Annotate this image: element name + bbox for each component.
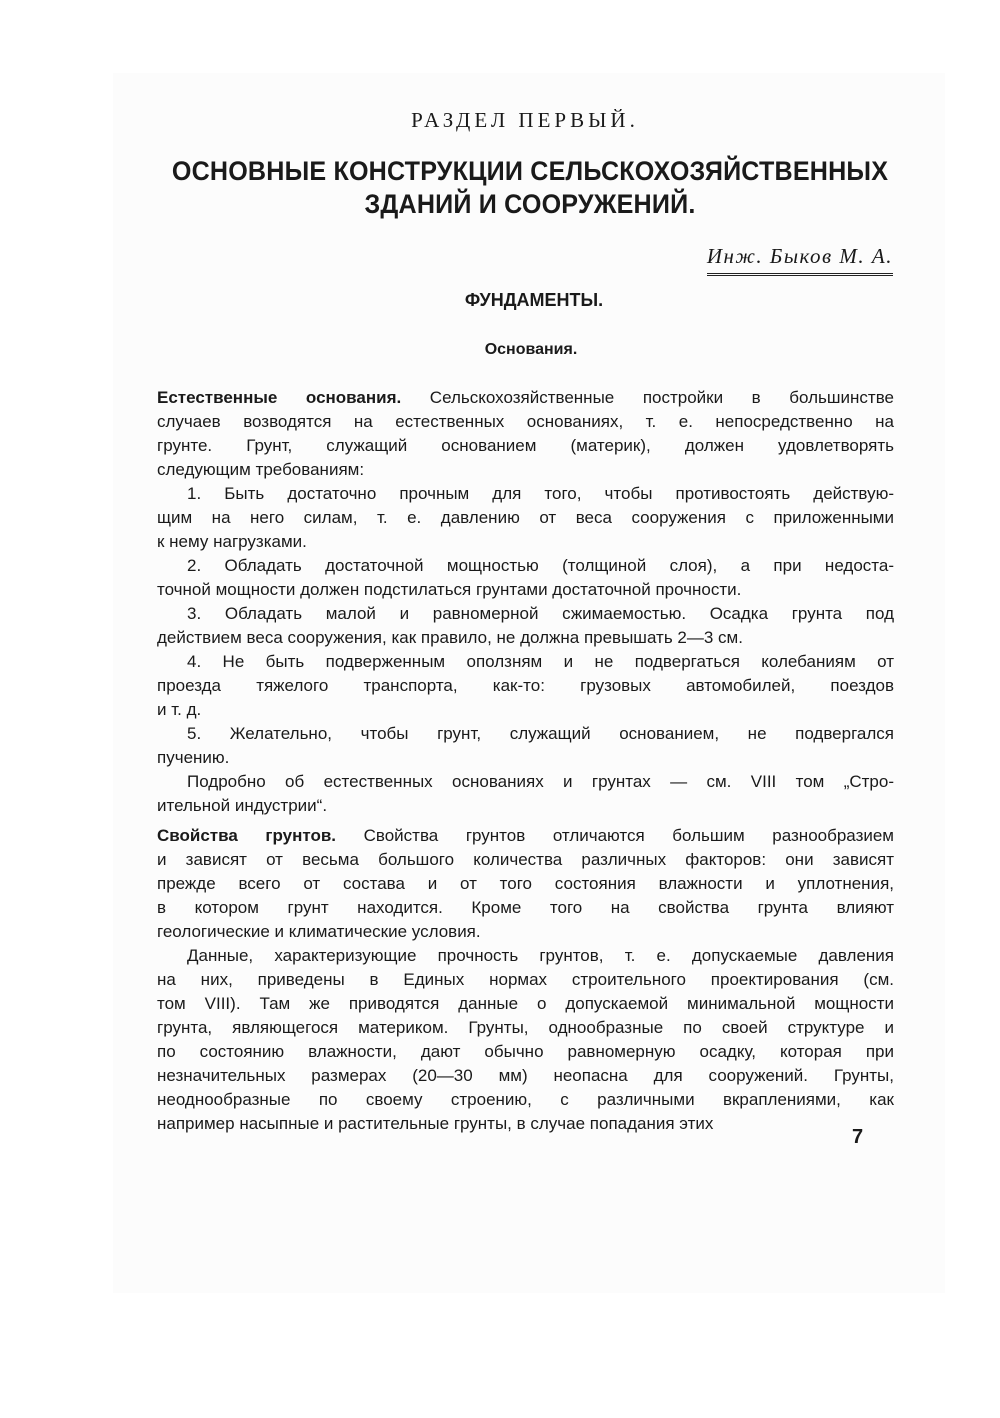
page-number: 7 [852, 1126, 864, 1148]
line-text: следующим требованиям: [157, 460, 365, 479]
text-line [157, 410, 894, 434]
text-line [157, 674, 894, 698]
text-line [157, 434, 894, 458]
line-text: Свойства грунтов отличаются большим разнообразием [336, 826, 894, 845]
paragraph [157, 386, 894, 482]
section-heading: РАЗДЕЛ ПЕРВЫЙ. [411, 108, 639, 132]
body-text [157, 386, 894, 1136]
line-text: точной мощности должен подстилаться грунтами достаточной прочности. [157, 580, 742, 599]
line-text: 4. Не быть подверженным оползням и не подвергаться колебаниям от [187, 652, 894, 671]
line-text: Сельскохозяйственные постройки в большинстве [401, 388, 894, 407]
chapter-heading: ФУНДАМЕНТЫ. [464, 290, 604, 310]
line-text: грунта, являющегося материком. Грунты, однообразные по своей структуре и [157, 1018, 894, 1037]
paragraph [157, 770, 894, 818]
line-text: геологические и климатические условия. [157, 922, 481, 941]
text-line [157, 722, 894, 746]
line-text: щим на него силам, т. е. давлению от веса сооружения с приложенными [157, 508, 894, 527]
line-text: 3. Обладать малой и равномерной сжимаемостью. Осадка грунта под [187, 604, 894, 623]
text-line [157, 626, 894, 650]
line-text: и т. д. [157, 700, 202, 719]
subchapter-heading: Основания. [484, 341, 578, 358]
text-line [157, 386, 894, 410]
text-line [157, 944, 894, 968]
text-line [157, 698, 894, 722]
line-text: Подробно об естественных основаниях и грунтах — см. VIII том „Стро- [187, 772, 894, 791]
line-text: например насыпные и растительные грунты, в случае попадания этих [157, 1114, 714, 1133]
paragraph-lead: Свойства грунтов. [157, 826, 337, 845]
line-text: действием веса сооружения, как правило, не должна превышать 2—3 см. [157, 628, 743, 647]
title-line-1: ОСНОВНЫЕ КОНСТРУКЦИИ СЕЛЬСКОХОЗЯЙСТВЕННЫХ [171, 156, 889, 186]
text-line [157, 1088, 894, 1112]
text-line [157, 896, 894, 920]
line-text: по состоянию влажности, дают обычно равномерную осадку, которая при [157, 1042, 894, 1061]
text-line [157, 506, 894, 530]
title-line-2: ЗДАНИЙ И СООРУЖЕНИЙ. [364, 189, 696, 219]
line-text: пучению. [157, 748, 230, 767]
paragraph [157, 722, 894, 770]
line-text: неоднообразные по своему строению, с различными вкраплениями, как [157, 1090, 894, 1109]
line-text: Данные, характеризующие прочность грунтов, т. е. допускаемые давления [187, 946, 894, 965]
line-text: грунте. Грунт, служащий основанием (материк), должен удовлетворять [157, 436, 894, 455]
line-text: том VIII). Там же приводятся данные о допускаемой минимальной мощности [157, 994, 894, 1013]
line-text: случаев возводятся на естественных основаниях, т. е. непосредственно на [157, 412, 894, 431]
paragraph [157, 824, 894, 944]
text-line [157, 920, 894, 944]
text-line [157, 602, 894, 626]
text-line [157, 824, 894, 848]
text-line [157, 848, 894, 872]
paragraph [157, 602, 894, 650]
text-line [157, 992, 894, 1016]
line-text: незначительных размерах (20—30 мм) неопасна для сооружений. Грунты, [157, 1066, 894, 1085]
paragraph [157, 482, 894, 554]
text-line [157, 482, 894, 506]
text-line [157, 968, 894, 992]
text-line [157, 872, 894, 896]
text-line [157, 1016, 894, 1040]
author: Инж. Быков М. А. [707, 244, 893, 276]
text-line [157, 458, 894, 482]
paragraph-lead: Естественные основания. [157, 388, 402, 407]
line-text: 2. Обладать достаточной мощностью (толщиной слоя), а при недоста- [187, 556, 894, 575]
text-line [157, 746, 894, 770]
text-line [157, 1040, 894, 1064]
paragraph [157, 650, 894, 722]
line-text: к нему нагрузками. [157, 532, 307, 551]
line-text: ительной индустрии“. [157, 796, 328, 815]
line-text: проезда тяжелого транспорта, как-то: грузовых автомобилей, поездов [157, 676, 894, 695]
text-line [157, 650, 894, 674]
line-text: 5. Желательно, чтобы грунт, служащий основанием, не подвергался [187, 724, 894, 743]
line-text: 1. Быть достаточно прочным для того, чтобы противостоять действую- [187, 484, 894, 503]
text-line [157, 770, 894, 794]
line-text: и зависят от весьма большого количества различных факторов: они зависят [157, 850, 894, 869]
text-line [157, 1112, 894, 1136]
paragraph [157, 554, 894, 602]
paragraph [157, 944, 894, 1136]
text-line [157, 554, 894, 578]
line-text: прежде всего от состава и от того состояния влажности и уплотнения, [157, 874, 894, 893]
text-line [157, 578, 894, 602]
text-line [157, 1064, 894, 1088]
text-line [157, 794, 894, 818]
text-line [157, 530, 894, 554]
line-text: на них, приведены в Единых нормах строительного проектирования (см. [157, 970, 894, 989]
line-text: в котором грунт находится. Кроме того на свойства грунта влияют [157, 898, 894, 917]
